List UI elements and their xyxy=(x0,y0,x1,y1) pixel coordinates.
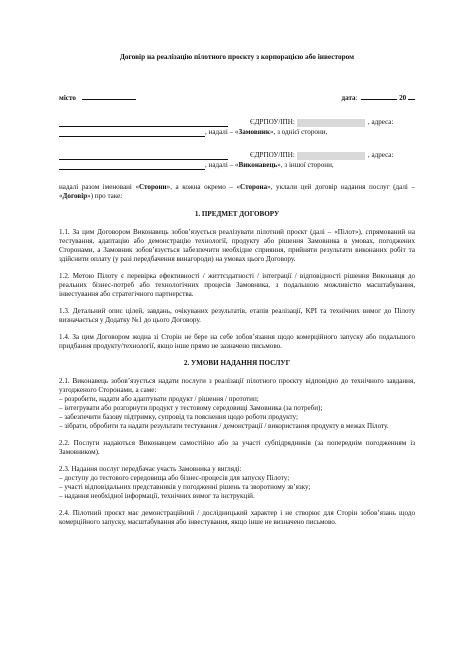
date-blank xyxy=(361,91,397,100)
list-item: – надання необхідної інформації, технічних вимог та інструкцій. xyxy=(59,492,255,500)
city-blank xyxy=(82,91,136,100)
clause-2-3-text: 2.3. Надання послуг передбачає участь Замовника у вигляді: xyxy=(59,465,242,473)
list-item: – участі відповідальних представників у погодженні рішень та зворотному зв’язку; xyxy=(59,483,311,491)
list-item: – забезпечити базову підтримку, супровід та пояснення щодо роботи продукту; xyxy=(59,413,298,421)
party-contractor xyxy=(59,150,415,170)
party-customer xyxy=(59,117,415,137)
contractor-edr-value xyxy=(297,152,365,160)
list-item: – розробити, надати або адаптувати продукт / рішення / прототип; xyxy=(59,395,259,403)
date-label: дата xyxy=(341,94,356,102)
list-item: – доступу до тестового середовища або бізнес-процесів для запуску Пілоту; xyxy=(59,474,290,482)
customer-edr-value xyxy=(297,119,365,127)
section-2-heading: 2. УМОВИ НАДАННЯ ПОСЛУГ xyxy=(183,359,291,367)
list-item: – зібрати, обробити та надати результати тестування / демонстрації / використання продукту в межах Пілоту. xyxy=(59,422,389,430)
section-1-heading: 1. ПРЕДМЕТ ДОГОВОРУ xyxy=(194,210,280,218)
clause-1-3: 1.3. Детальний опис цілей, завдань, очікуваних результатів, етапів реалізації, KPI та технічних вимог до Пілоту визначається у Додатку №1 до цього Договору. xyxy=(59,307,415,324)
clause-2-3 xyxy=(59,465,415,501)
clause-2-1 xyxy=(59,377,415,431)
customer-role-suffix: », з однієї сторони, xyxy=(269,128,328,136)
year-blank xyxy=(408,91,415,100)
contractor-address-blank xyxy=(59,161,205,170)
customer-role-prefix: , надалі – « xyxy=(205,128,239,136)
customer-role: Замовник xyxy=(238,128,270,136)
contractor-role: Виконавець xyxy=(238,161,278,169)
date-year: 20 xyxy=(399,94,407,102)
customer-address-label: , адреса: xyxy=(367,118,394,126)
intro-paragraph: надалі разом іменовані «Сторони», а кожна окремо – «Сторона», уклали цей договір надання послуг (далі – «Договір») про таке: xyxy=(59,183,415,200)
customer-edr-label: ЄДРПОУ/ІПН: xyxy=(250,118,295,126)
customer-address-blank xyxy=(59,128,205,137)
clause-2-4: 2.4. Пілотний проєкт має демонстраційний / дослідницький характер і не створює для Сторін зобов’язань щодо комерційного запуску, масштабування або інвестування, якщо інше не визначено письмово. xyxy=(59,509,415,526)
contractor-name-blank xyxy=(59,151,228,160)
document-title: Договір на реалізацію пілотного проєкту з корпорацією або інвестором xyxy=(119,52,355,61)
list-item: – інтегрувати або розгорнути продукт у тестовому середовищі Замовника (за потреби); xyxy=(59,404,323,412)
contractor-edr-label: ЄДРПОУ/ІПН: xyxy=(250,151,295,159)
clause-2-2: 2.2. Послуги надаються Виконавцем самостійно або за участі субпідрядників (за попереднім погодженням із Замовником). xyxy=(59,439,415,456)
city-field xyxy=(59,91,136,103)
date-field: дата: 20 xyxy=(342,91,415,103)
clause-1-4: 1.4. За цим Договором жодна зі Сторін не бере на себе зобов’язання щодо комерційного запуску або подальшого придбання продукту/технології, якщо інше прямо не зазначено письмово. xyxy=(59,333,415,350)
contractor-role-suffix: », з іншої сторони, xyxy=(277,161,334,169)
contractor-address-label: , адреса: xyxy=(367,151,394,159)
clause-1-2: 1.2. Метою Пілоту є перевірка ефективності / життєздатності / інтеграції / відповідності рішення Виконавця до реальних бізнес-потреб або технологічних процесів Замовника, з подальшою можливістю масштабування, інвестування або стратегічного партнерства. xyxy=(59,272,415,298)
customer-name-blank xyxy=(59,118,228,127)
clause-2-1-text: 2.1. Виконавець зобов’язується надати послуги з реалізації пілотного проєкту відповідно до технічного завдання, узгодженого Сторонами, а саме: xyxy=(59,377,415,394)
city-date-row xyxy=(59,91,415,103)
clause-1-1: 1.1. За цим Договором Виконавець зобов’язується реалізувати пілотний проєкт (далі – «Пілот»), спрямований на тестування, адаптацію або демонстрацію технології, продукту або рішення Замовника в умовах, погоджених Сторонами, а Замовник зобов’язується забезпечити необхідне сприяння, прийняти результати виконаних робіт та здійснити оплату (у разі передбачення винагороди) на умовах цього Договору. xyxy=(59,228,415,263)
city-label: місто xyxy=(59,94,76,102)
contractor-role-prefix: , надалі – « xyxy=(205,161,239,169)
